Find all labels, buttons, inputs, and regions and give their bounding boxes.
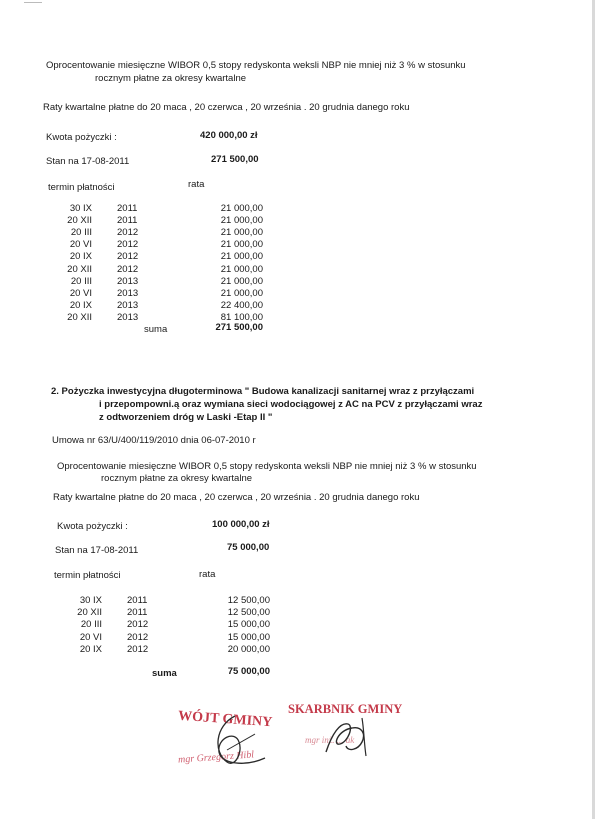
installment-amount: 12 500,00 bbox=[227, 607, 270, 619]
due-year: 2012 bbox=[117, 263, 139, 275]
installment-amount: 22 400,00 bbox=[220, 299, 263, 311]
treasurer-signature bbox=[318, 712, 378, 762]
due-year: 2012 bbox=[127, 643, 149, 655]
installments-text: Raty kwartalne płatne do 20 maca , 20 czerwca , 20 września . 20 grudnia danego roku bbox=[43, 102, 410, 113]
interest-rate-text: Oprocentowanie miesięczne WIBOR 0,5 stopy redyskonta weksli NBP nie mniej niż 3 % w stosunku bbox=[46, 60, 466, 71]
installment-amount: 21 000,00 bbox=[220, 203, 263, 214]
installment-amount: 21 000,00 bbox=[220, 251, 263, 263]
due-year: 2011 bbox=[127, 595, 148, 606]
due-date: 20 VI bbox=[69, 239, 92, 251]
due-date: 20 VI bbox=[79, 631, 102, 643]
mayor-name-stamp: mgr Grzegorz Hibl bbox=[177, 749, 255, 766]
interest-rate-text: Oprocentowanie miesięczne WIBOR 0,5 stopy redyskonta weksli NBP nie mniej niż 3 % w stosunku bbox=[57, 461, 477, 472]
loan-amount-label: Kwota pożyczki : bbox=[57, 521, 128, 532]
agreement-text: Umowa nr 63/U/400/119/2010 dnia 06-07-2010 r bbox=[52, 435, 256, 446]
balance-value: 75 000,00 bbox=[227, 542, 270, 553]
due-year: 2013 bbox=[117, 275, 139, 287]
loan-amount-label: Kwota pożyczki : bbox=[46, 132, 117, 143]
due-year: 2011 bbox=[117, 215, 138, 227]
loan-heading-cont: i przepompowni.ą oraz wymiana sieci wodociągowej z AC na PCV z przyłączami wraz bbox=[99, 399, 483, 410]
due-date: 20 XII bbox=[77, 607, 102, 619]
due-date: 20 VI bbox=[69, 287, 92, 299]
due-year: 2012 bbox=[127, 619, 149, 631]
due-date-header: termin płatności bbox=[54, 570, 121, 581]
loan-heading-cont2: z odtworzeniem dróg w Laski -Etap II " bbox=[99, 412, 273, 423]
loan-amount-value: 100 000,00 zł bbox=[212, 519, 270, 530]
interest-rate-text-cont: rocznym płatne za okresy kwartalne bbox=[101, 473, 253, 484]
installment-header: rata bbox=[188, 179, 205, 190]
installment-amount: 21 000,00 bbox=[220, 215, 263, 227]
sum-label: suma bbox=[144, 324, 168, 335]
due-date: 20 III bbox=[70, 275, 92, 287]
balance-label: Stan na 17-08-2011 bbox=[55, 545, 139, 556]
due-year: 2011 bbox=[127, 607, 148, 619]
treasurer-stamp: SKARBNIK GMINY bbox=[288, 702, 403, 716]
mayor-stamp: WÓJT GMINY bbox=[177, 708, 273, 731]
due-year: 2011 bbox=[117, 203, 138, 214]
due-year: 2012 bbox=[117, 239, 139, 251]
due-date-header: termin płatności bbox=[48, 182, 115, 193]
due-date: 20 III bbox=[80, 619, 102, 631]
due-year: 2013 bbox=[117, 311, 139, 323]
due-year: 2013 bbox=[117, 287, 139, 299]
installment-amount: 12 500,00 bbox=[227, 595, 270, 606]
sum-value: 75 000,00 bbox=[227, 666, 270, 677]
sum-value: 271 500,00 bbox=[215, 322, 263, 333]
installments-text: Raty kwartalne płatne do 20 maca , 20 czerwca , 20 września . 20 grudnia danego roku bbox=[53, 492, 420, 503]
balance-value: 271 500,00 bbox=[211, 154, 259, 165]
installment-amount: 15 000,00 bbox=[227, 619, 270, 631]
due-date: 20 XII bbox=[67, 215, 92, 227]
due-year: 2012 bbox=[117, 251, 139, 263]
due-year: 2012 bbox=[127, 631, 149, 643]
installment-amount: 21 000,00 bbox=[220, 227, 263, 239]
installment-amount: 20 000,00 bbox=[227, 643, 270, 655]
interest-rate-text-cont: rocznym płatne za okresy kwartalne bbox=[95, 73, 247, 84]
installment-amount: 15 000,00 bbox=[227, 631, 270, 643]
due-date: 20 IX bbox=[69, 251, 92, 263]
due-date: 20 III bbox=[70, 227, 92, 239]
loan-amount-value: 420 000,00 zł bbox=[200, 130, 258, 141]
installment-header: rata bbox=[199, 569, 216, 580]
treasurer-name-stamp: mgr inż. ... ak bbox=[305, 735, 355, 745]
installment-amount: 21 000,00 bbox=[220, 287, 263, 299]
due-date: 20 IX bbox=[79, 643, 102, 655]
installment-amount: 21 000,00 bbox=[220, 275, 263, 287]
mayor-signature bbox=[205, 712, 280, 772]
installment-amount: 81 100,00 bbox=[220, 311, 263, 323]
due-date: 20 IX bbox=[69, 299, 92, 311]
due-year: 2012 bbox=[117, 227, 139, 239]
installment-amount: 21 000,00 bbox=[220, 239, 263, 251]
due-date: 20 XII bbox=[67, 311, 92, 323]
due-year: 2013 bbox=[117, 299, 139, 311]
loan-heading: 2. Pożyczka inwestycyjna długoterminowa " Budowa kanalizacji sanitarnej wraz z przyłączami bbox=[51, 386, 475, 397]
due-date: 30 IX bbox=[69, 203, 92, 214]
due-date: 20 XII bbox=[67, 263, 92, 275]
sum-label: suma bbox=[152, 668, 177, 679]
scan-mark bbox=[24, 2, 42, 11]
due-date: 30 IX bbox=[79, 595, 102, 606]
balance-label: Stan na 17-08-2011 bbox=[46, 156, 130, 167]
installment-amount: 21 000,00 bbox=[220, 263, 263, 275]
